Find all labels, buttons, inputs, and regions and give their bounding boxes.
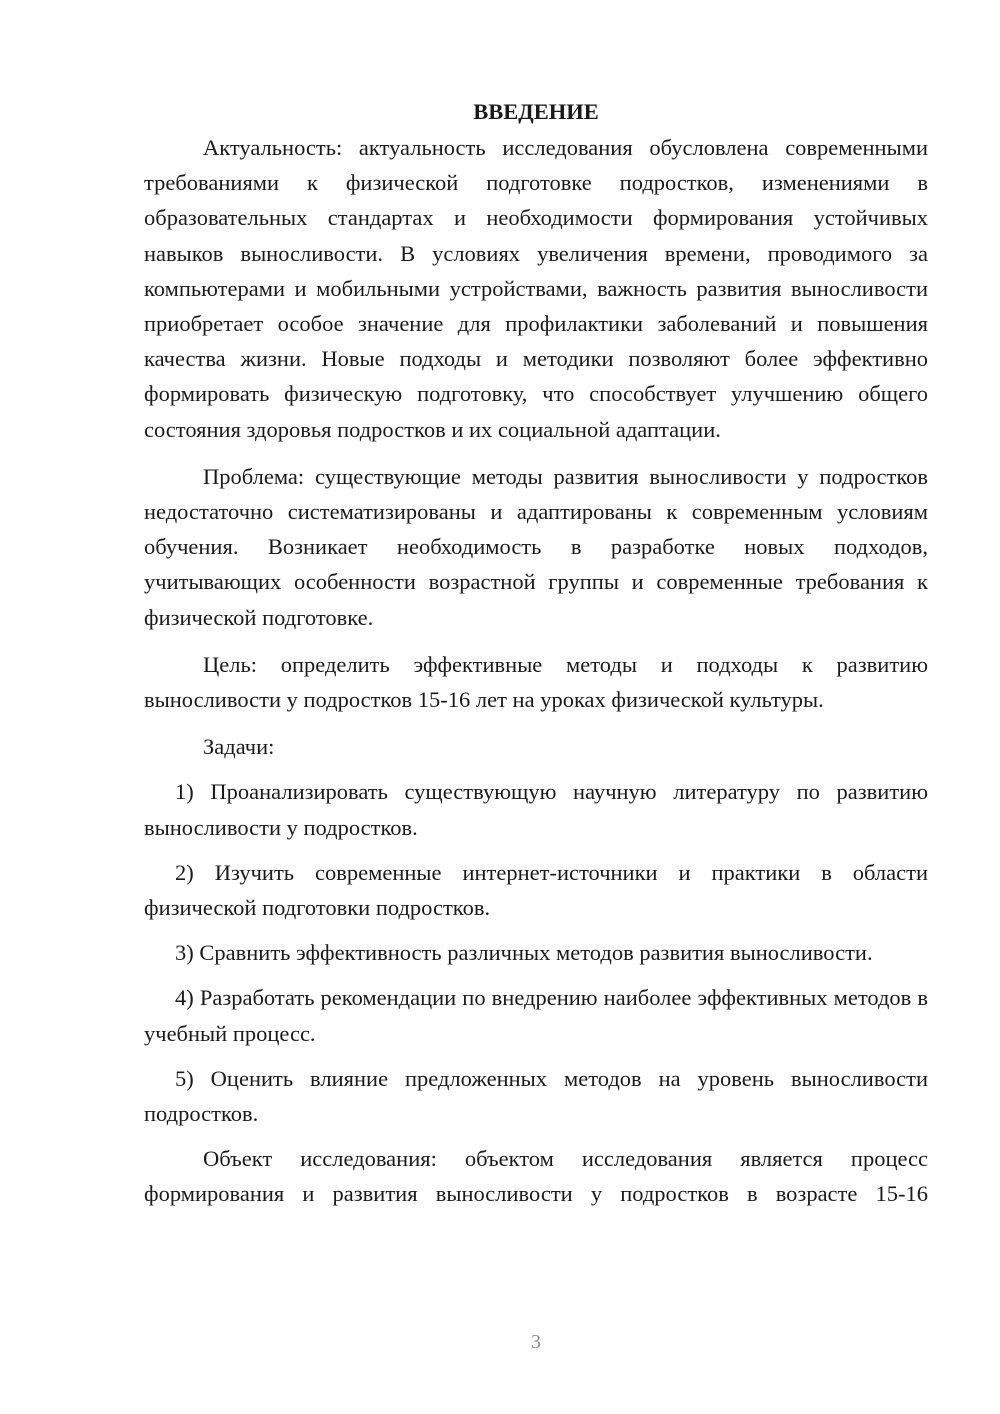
paragraph-goal: Цель: определить эффективные методы и подходы к развитию выносливости у подростков 15-16 лет на уроках физической культуры. <box>144 651 928 713</box>
task-item-3: 3) Сравнить эффективность различных методов развития выносливости. <box>175 940 873 966</box>
paragraph-relevance: Актуальность: актуальность исследования обусловлена современными требованиями к физической подготовке подростков, изменениями в образовательных стандартах и необходимости формирования устойчивых навыков выносливости. В условиях увеличения времени, проводимого за компьютерами и мобильными устройствами, важность развития выносливости приобретает особое значение для профилактики заболеваний и повышения качества жизни. Новые подходы и методики позволяют более эффективно формировать физическую подготовку, что способствует улучшению общего состояния здоровья подростков и их социальной адаптации. <box>144 135 928 442</box>
task-item-1: 1) Проанализировать существующую научную литературу по развитию выносливости у подростков. <box>144 779 928 840</box>
section-title: ВВЕДЕНИЕ <box>473 99 599 124</box>
paragraph-problem: Проблема: существующие методы развития выносливости у подростков недостаточно систематизированы и адаптированы к современным условиям обучения. Возникает необходимость в разработке новых подходов, учитывающих особенности возрастной группы и современные требования к физической подготовке. <box>144 463 928 630</box>
task-item-2: 2) Изучить современные интернет-источники и практики в области физической подготовки подростков. <box>144 859 928 921</box>
page-content <box>144 94 928 1212</box>
page-number: 3 <box>531 1331 541 1353</box>
tasks-heading: Задачи: <box>203 734 275 760</box>
task-item-5: 5) Оценить влияние предложенных методов на уровень выносливости подростков. <box>144 1065 928 1127</box>
paragraph-object: Объект исследования: объектом исследования является процесс формирования и развития выносливости у подростков в возрасте 15-16 <box>144 1146 928 1207</box>
task-item-4: 4) Разработать рекомендации по внедрению наиболее эффективных методов в учебный процесс. <box>144 985 928 1046</box>
